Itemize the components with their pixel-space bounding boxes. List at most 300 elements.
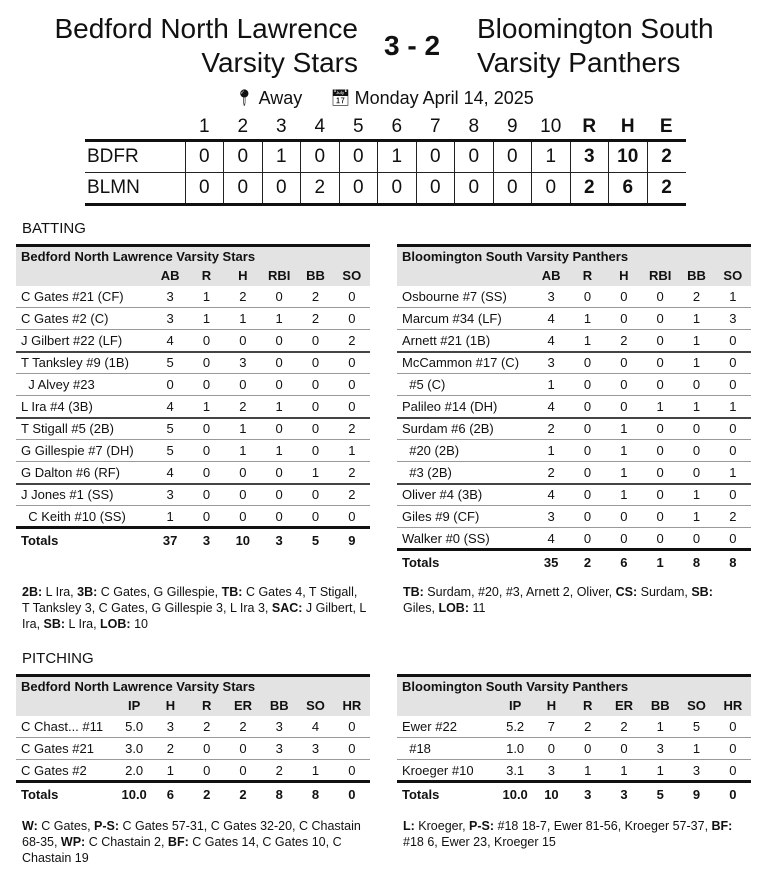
stat-cell: 0	[715, 440, 751, 462]
stat-cell: 0	[334, 308, 370, 330]
inning-score: 0	[416, 172, 455, 204]
stat-cell: 0	[569, 418, 605, 440]
player-row	[397, 308, 751, 330]
header-row	[397, 266, 751, 286]
total-cell: 10.0	[497, 782, 533, 806]
totals-row	[397, 550, 751, 574]
game-date: Monday April 14, 2025	[354, 87, 534, 108]
player-row	[397, 528, 751, 550]
stat-cell: 0	[569, 506, 605, 528]
note-label: TB:	[221, 585, 243, 599]
linescore-header: 5	[352, 116, 364, 138]
stat-cell: 0	[261, 506, 297, 528]
team-abbr: BDFR	[85, 140, 185, 172]
stat-cell: 2	[152, 738, 188, 760]
player-row	[16, 374, 370, 396]
note-text: C Gates 57-31, C Gates 32-20, C Chastain 68-35,	[22, 819, 361, 849]
inning-score: 2	[301, 172, 340, 204]
player-name: C Gates #21 (CF)	[16, 286, 152, 308]
total-cell: 8	[715, 550, 751, 574]
inning-score: 1	[378, 140, 417, 172]
stat-cell: 1	[678, 484, 714, 506]
linescore-table	[85, 116, 686, 206]
column-header: SO	[678, 696, 714, 716]
inning-score: 0	[185, 140, 224, 172]
stat-cell: 2	[606, 330, 642, 352]
team-name: Bloomington South Varsity Panthers	[397, 246, 751, 266]
total-cell: 10	[533, 782, 569, 806]
batting-heading: BATTING	[22, 220, 86, 237]
inning-score: 0	[493, 140, 532, 172]
total-cell: 5	[297, 528, 333, 552]
stat-cell: 3	[678, 760, 714, 782]
linescore-header: 10	[540, 116, 562, 138]
column-header: RBI	[261, 266, 297, 286]
player-row	[397, 738, 751, 760]
note-text: Surdam,	[637, 585, 692, 599]
stat-cell: 3	[533, 760, 569, 782]
header-row	[397, 696, 751, 716]
player-row	[16, 716, 370, 738]
total-cell: 35	[533, 550, 569, 574]
player-row	[397, 396, 751, 418]
stat-cell: 0	[569, 286, 605, 308]
stat-cell: 0	[297, 440, 333, 462]
stat-cell: 1	[642, 760, 678, 782]
total-e: 2	[647, 172, 686, 204]
linescore-header: 8	[468, 116, 480, 138]
player-name: J Alvey #23	[16, 374, 152, 396]
player-name: C Gates #2 (C)	[16, 308, 152, 330]
stat-cell: 2	[297, 286, 333, 308]
column-header: HR	[334, 696, 370, 716]
player-name: Surdam #6 (2B)	[397, 418, 533, 440]
stat-cell: 0	[188, 418, 224, 440]
inning-score: 0	[416, 140, 455, 172]
stat-cell: 1	[261, 440, 297, 462]
stat-cell: 0	[606, 286, 642, 308]
stat-cell: 0	[297, 418, 333, 440]
stat-cell: 2	[189, 716, 225, 738]
stat-cell: 0	[225, 374, 261, 396]
stat-cell: 2	[334, 418, 370, 440]
stat-cell: 1	[715, 286, 751, 308]
note-text: C Chastain 2,	[85, 835, 168, 849]
stat-cell: 2	[606, 716, 642, 738]
stat-cell: 0	[569, 374, 605, 396]
stat-cell: 0	[606, 374, 642, 396]
player-name: G Dalton #6 (RF)	[16, 462, 152, 484]
stat-cell: 0	[334, 738, 370, 760]
stat-cell: 0	[569, 528, 605, 550]
column-header: BB	[261, 696, 297, 716]
stat-cell: 0	[334, 716, 370, 738]
stat-cell: 3	[297, 738, 333, 760]
linescore-row	[85, 172, 686, 204]
inning-score: 0	[532, 172, 571, 204]
stat-cell: 0	[678, 418, 714, 440]
column-header: AB	[533, 266, 569, 286]
stat-cell: 0	[642, 352, 678, 374]
note-text: C Gates,	[37, 819, 95, 833]
note-text: L Ira,	[65, 617, 101, 631]
stat-cell: 5	[678, 716, 714, 738]
stat-cell: 1	[606, 440, 642, 462]
team-header-row	[16, 246, 370, 266]
stat-cell: 1	[715, 396, 751, 418]
stat-cell: 0	[642, 506, 678, 528]
player-name: C Keith #10 (SS)	[16, 506, 152, 528]
stat-cell: 3	[533, 352, 569, 374]
note-text: C Gates 4, T Stigall, T Tanksley 3, C Gates, G Gillespie 3, L Ira 3,	[22, 585, 358, 615]
home-batting-notes	[403, 584, 748, 616]
column-header: SO	[715, 266, 751, 286]
total-cell: 6	[606, 550, 642, 574]
stat-cell: 2	[533, 462, 569, 484]
note-text: #18 6, Ewer 23, Kroeger 15	[403, 835, 556, 849]
stat-cell: 1	[261, 396, 297, 418]
player-name: #3 (2B)	[397, 462, 533, 484]
stat-cell: 2	[334, 462, 370, 484]
stat-cell: 0	[715, 528, 751, 550]
stat-cell: 0	[261, 330, 297, 352]
totals-label: Totals	[397, 782, 497, 806]
column-header: SO	[334, 266, 370, 286]
note-label: BF:	[167, 835, 189, 849]
stat-cell: 3	[152, 716, 188, 738]
home-batting-table	[397, 244, 751, 574]
stat-cell: 0	[606, 308, 642, 330]
player-row	[397, 716, 751, 738]
linescore-header: 3	[275, 116, 287, 138]
totals-row	[16, 782, 370, 806]
player-row	[16, 418, 370, 440]
team-header-row	[397, 246, 751, 266]
stat-cell: 0	[715, 760, 751, 782]
stat-cell: 1	[152, 760, 188, 782]
stat-cell: 0	[297, 484, 333, 506]
stat-cell: 0	[642, 462, 678, 484]
stat-cell: 0	[334, 374, 370, 396]
stat-cell: 0	[189, 738, 225, 760]
away-team-school: Bedford North Lawrence	[54, 13, 358, 44]
stat-cell: 4	[533, 308, 569, 330]
total-cell: 2	[225, 782, 261, 806]
stat-cell: 1	[678, 738, 714, 760]
stat-cell: 4	[533, 396, 569, 418]
player-name: Ewer #22	[397, 716, 497, 738]
total-e: 2	[647, 140, 686, 172]
stat-cell: 4	[152, 462, 188, 484]
stat-cell: 0	[715, 418, 751, 440]
stat-cell: 0	[334, 506, 370, 528]
stat-cell: 1	[606, 462, 642, 484]
away-team-squad: Varsity Stars	[201, 47, 358, 78]
stat-cell: 0	[297, 330, 333, 352]
note-text: Giles,	[403, 601, 439, 615]
stat-cell: 1.0	[497, 738, 533, 760]
column-header: H	[606, 266, 642, 286]
total-cell: 37	[152, 528, 188, 552]
column-header: H	[533, 696, 569, 716]
stat-cell: 1	[261, 308, 297, 330]
stat-cell: 1	[188, 308, 224, 330]
stat-cell: 0	[334, 286, 370, 308]
stat-cell: 0	[678, 462, 714, 484]
player-row	[16, 308, 370, 330]
linescore-header: 2	[237, 116, 249, 138]
stat-cell: 4	[533, 528, 569, 550]
inning-score: 0	[224, 172, 263, 204]
stat-cell: 1	[606, 418, 642, 440]
stat-cell: 2	[261, 760, 297, 782]
away-batting-notes	[22, 584, 367, 632]
stat-cell: 2.0	[116, 760, 152, 782]
player-row	[16, 440, 370, 462]
home-pitching-table	[397, 674, 751, 806]
note-text: Kroeger,	[414, 819, 470, 833]
stat-cell: 3	[715, 308, 751, 330]
name-column-header	[397, 266, 533, 286]
team-header-row	[16, 676, 370, 696]
total-cell: 9	[678, 782, 714, 806]
stat-cell: 0	[188, 462, 224, 484]
away-batting-table	[16, 244, 370, 552]
inning-score: 0	[378, 172, 417, 204]
total-h: 10	[609, 140, 648, 172]
total-cell: 3	[188, 528, 224, 552]
stat-cell: 0	[152, 374, 188, 396]
total-cell: 8	[678, 550, 714, 574]
totals-row	[16, 528, 370, 552]
player-row	[397, 484, 751, 506]
stat-cell: 3	[152, 286, 188, 308]
total-cell: 8	[297, 782, 333, 806]
column-header: ER	[225, 696, 261, 716]
stat-cell: 0	[642, 528, 678, 550]
stat-cell: 0	[225, 738, 261, 760]
home-team-name	[477, 12, 714, 80]
player-name: C Chast... #11	[16, 716, 116, 738]
away-pitching-notes	[22, 818, 367, 866]
player-row	[16, 738, 370, 760]
inning-score: 0	[339, 172, 378, 204]
stat-cell: 1	[642, 396, 678, 418]
totals-label: Totals	[16, 782, 116, 806]
player-row	[397, 462, 751, 484]
stat-cell: 1	[533, 440, 569, 462]
stat-cell: 1	[152, 506, 188, 528]
total-cell: 5	[642, 782, 678, 806]
player-name: Oliver #4 (3B)	[397, 484, 533, 506]
stat-cell: 1	[678, 352, 714, 374]
total-cell: 9	[334, 528, 370, 552]
linescore-header: E	[659, 116, 673, 138]
stat-cell: 1	[569, 308, 605, 330]
name-column-header	[397, 696, 497, 716]
column-header: ER	[606, 696, 642, 716]
stat-cell: 5	[152, 440, 188, 462]
column-header: H	[152, 696, 188, 716]
total-cell: 3	[570, 782, 606, 806]
stat-cell: 4	[533, 330, 569, 352]
stat-cell: 1	[188, 286, 224, 308]
player-name: Marcum #34 (LF)	[397, 308, 533, 330]
stat-cell: 1	[225, 440, 261, 462]
column-header: AB	[152, 266, 188, 286]
stat-cell: 5	[152, 418, 188, 440]
player-name: Palileo #14 (DH)	[397, 396, 533, 418]
note-label: LOB:	[100, 617, 131, 631]
player-name: Arnett #21 (1B)	[397, 330, 533, 352]
total-cell: 6	[152, 782, 188, 806]
stat-cell: 0	[334, 760, 370, 782]
stat-cell: 1	[715, 462, 751, 484]
note-label: 3B:	[77, 585, 98, 599]
stat-cell: 0	[261, 462, 297, 484]
stat-cell: 1	[225, 308, 261, 330]
stat-cell: 3	[533, 286, 569, 308]
stat-cell: 1	[334, 440, 370, 462]
stat-cell: 0	[715, 484, 751, 506]
name-column-header	[16, 696, 116, 716]
home-team-squad: Varsity Panthers	[477, 47, 681, 78]
column-header: IP	[116, 696, 152, 716]
stat-cell: 0	[569, 462, 605, 484]
team-name: Bloomington South Varsity Panthers	[397, 676, 751, 696]
team-name: Bedford North Lawrence Varsity Stars	[16, 676, 370, 696]
player-row	[397, 760, 751, 782]
stat-cell: 2	[297, 308, 333, 330]
player-row	[16, 330, 370, 352]
total-cell: 10	[225, 528, 261, 552]
total-cell: 2	[189, 782, 225, 806]
player-name: Osbourne #7 (SS)	[397, 286, 533, 308]
stat-cell: 0	[188, 440, 224, 462]
note-text: #18 18-7, Ewer 81-56, Kroeger 57-37,	[494, 819, 712, 833]
total-cell: 1	[642, 550, 678, 574]
team-abbr: BLMN	[85, 172, 185, 204]
stat-cell: 1	[606, 760, 642, 782]
stat-cell: 1	[569, 330, 605, 352]
player-name: J Jones #1 (SS)	[16, 484, 152, 506]
note-text: C Gates, G Gillespie,	[97, 585, 222, 599]
note-label: W:	[22, 819, 38, 833]
header-row	[16, 696, 370, 716]
stat-cell: 0	[569, 352, 605, 374]
player-row	[397, 286, 751, 308]
total-r: 2	[570, 172, 609, 204]
stat-cell: 0	[642, 374, 678, 396]
note-text: L Ira,	[42, 585, 78, 599]
stat-cell: 0	[678, 528, 714, 550]
stat-cell: 0	[642, 440, 678, 462]
linescore-row	[85, 140, 686, 172]
linescore-header: 7	[429, 116, 441, 138]
stat-cell: 0	[569, 396, 605, 418]
game-info	[0, 87, 768, 109]
total-cell: 3	[606, 782, 642, 806]
stat-cell: 0	[533, 738, 569, 760]
stat-cell: 0	[678, 440, 714, 462]
column-header: R	[188, 266, 224, 286]
stat-cell: 1	[570, 760, 606, 782]
stat-cell: 0	[715, 374, 751, 396]
calendar-icon: 📅︎	[330, 90, 351, 108]
stat-cell: 5.0	[116, 716, 152, 738]
player-row	[397, 352, 751, 374]
inning-score: 0	[224, 140, 263, 172]
team-header-row	[397, 676, 751, 696]
stat-cell: 2	[678, 286, 714, 308]
column-header: R	[570, 696, 606, 716]
stat-cell: 2	[334, 330, 370, 352]
stat-cell: 0	[188, 330, 224, 352]
stat-cell: 0	[715, 716, 751, 738]
location: Away	[258, 87, 303, 108]
linescore-header: 9	[506, 116, 518, 138]
column-header: BB	[678, 266, 714, 286]
player-name: Giles #9 (CF)	[397, 506, 533, 528]
inning-score: 0	[455, 172, 494, 204]
column-header: HR	[715, 696, 751, 716]
column-header: BB	[642, 696, 678, 716]
stat-cell: 0	[569, 440, 605, 462]
player-row	[16, 286, 370, 308]
player-name: C Gates #2	[16, 760, 116, 782]
stat-cell: 0	[642, 308, 678, 330]
player-name: C Gates #21	[16, 738, 116, 760]
stat-cell: 0	[606, 352, 642, 374]
column-header: SO	[297, 696, 333, 716]
stat-cell: 0	[715, 352, 751, 374]
stat-cell: 4	[533, 484, 569, 506]
linescore-header: R	[582, 116, 597, 138]
note-text: 11	[469, 601, 486, 615]
team-name: Bedford North Lawrence Varsity Stars	[16, 246, 370, 266]
stat-cell: 0	[225, 506, 261, 528]
home-team-school: Bloomington South	[477, 13, 714, 44]
stat-cell: 2	[533, 418, 569, 440]
stat-cell: 2	[570, 716, 606, 738]
pitching-heading: PITCHING	[22, 650, 94, 667]
stat-cell: 0	[225, 484, 261, 506]
player-name: Kroeger #10	[397, 760, 497, 782]
stat-cell: 4	[152, 330, 188, 352]
inning-score: 1	[262, 140, 301, 172]
stat-cell: 0	[678, 374, 714, 396]
note-label: P-S:	[469, 819, 495, 833]
stat-cell: 2	[715, 506, 751, 528]
stat-cell: 1	[225, 418, 261, 440]
stat-cell: 0	[642, 418, 678, 440]
note-label: 2B:	[22, 585, 43, 599]
stat-cell: 0	[261, 352, 297, 374]
player-name: #5 (C)	[397, 374, 533, 396]
column-header: R	[189, 696, 225, 716]
note-label: P-S:	[94, 819, 120, 833]
stat-cell: 0	[642, 330, 678, 352]
stat-cell: 1	[642, 716, 678, 738]
stat-cell: 3	[225, 352, 261, 374]
note-label: BF:	[711, 819, 733, 833]
player-name: J Gilbert #22 (LF)	[16, 330, 152, 352]
player-row	[397, 440, 751, 462]
stat-cell: 0	[297, 506, 333, 528]
player-name: T Stigall #5 (2B)	[16, 418, 152, 440]
stat-cell: 0	[606, 396, 642, 418]
note-text: 10	[130, 617, 148, 631]
